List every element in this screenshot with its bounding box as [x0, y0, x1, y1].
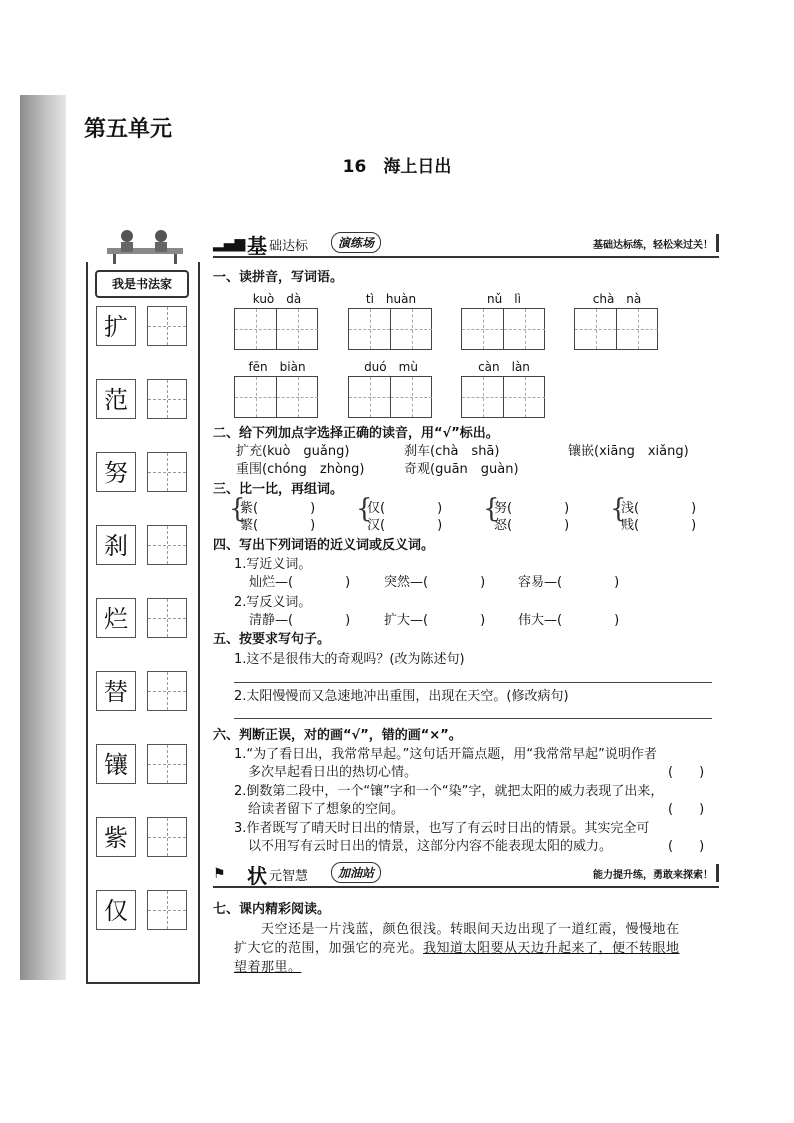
underlined-sentence: 我知道太阳要从天边升起来了，便不转眼地: [423, 941, 680, 956]
brace: {: [356, 494, 373, 524]
answer-line[interactable]: [234, 718, 712, 719]
pronunciation-item[interactable]: 刹车(chà shā): [404, 444, 500, 459]
practice-grid[interactable]: [147, 890, 187, 930]
q7-title: 七、课内精彩阅读。: [213, 902, 331, 917]
answer-grid[interactable]: [461, 308, 545, 350]
calligraphy-char: 替: [96, 671, 136, 711]
lesson-title: 16 海上日出: [342, 157, 452, 177]
reading-line: [234, 937, 680, 956]
practice-grid[interactable]: [147, 817, 187, 857]
compare-char[interactable]: 怒( ): [494, 518, 570, 533]
q4-sub1: 1.写近义词。: [234, 557, 312, 572]
calligraphy-char: 镶: [96, 744, 136, 784]
q2-title: 二、给下列加点字选择正确的读音，用“√”标出。: [213, 426, 499, 441]
practice-grid[interactable]: [147, 525, 187, 565]
practice-grid[interactable]: [147, 452, 187, 492]
practice-grid[interactable]: [147, 744, 187, 784]
flag-icon: ⚑: [213, 866, 226, 882]
compare-char[interactable]: 浅( ): [621, 501, 697, 516]
antonym-item[interactable]: 清静—( ): [249, 613, 351, 628]
practice-grid[interactable]: [147, 379, 187, 419]
practice-grid[interactable]: [147, 598, 187, 638]
reading-line: 天空还是一片浅蓝，颜色很浅。转眼间天边出现了一道红霞，慢慢地在: [234, 922, 680, 937]
pinyin: kuò dà: [252, 292, 302, 306]
answer-grid[interactable]: [348, 308, 432, 350]
brace: {: [229, 494, 246, 524]
q4-sub2: 2.写反义词。: [234, 595, 312, 610]
pinyin: fēn biàn: [248, 360, 306, 374]
answer-grid[interactable]: [348, 376, 432, 418]
judge-item: 2.倒数第二段中，一个“镶”字和一个“染”字，就把太阳的威力表现了出来，: [234, 784, 664, 799]
compare-char[interactable]: 努( ): [494, 501, 570, 516]
calligraphy-char: 刹: [96, 525, 136, 565]
section-header-big: 状: [247, 864, 267, 888]
answer-line[interactable]: [234, 682, 712, 683]
pinyin: càn làn: [478, 360, 530, 374]
judge-item: 给读者留下了想象的空间。: [248, 802, 405, 817]
pronunciation-item[interactable]: 扩充(kuò guǎng): [236, 444, 350, 459]
calligraphy-char: 仅: [96, 890, 136, 930]
sentence-task: 1.这不是很伟大的奇观吗？(改为陈述句): [234, 652, 465, 667]
compare-char[interactable]: 紫( ): [240, 501, 316, 516]
underlined-sentence: 望着那里。: [234, 960, 302, 975]
synonym-item[interactable]: 突然—( ): [384, 575, 486, 590]
section-header-small: 础达标: [269, 239, 309, 254]
calligraphy-char: 努: [96, 452, 136, 492]
compare-char[interactable]: 贱( ): [621, 518, 697, 533]
judge-item: 1.“为了看日出，我常常早起。”这句话开篇点题，用“我常常早起”说明作者: [234, 747, 657, 762]
brace: {: [483, 494, 500, 524]
pinyin: duó mù: [364, 360, 418, 374]
calligraphy-char: 紫: [96, 817, 136, 857]
calligraphy-char: 烂: [96, 598, 136, 638]
q4-title: 四、写出下列词语的近义词或反义词。: [213, 538, 435, 553]
judge-item: 3.作者既写了晴天时日出的情景，也写了有云时日出的情景。其实完全可: [234, 821, 650, 836]
pronunciation-item[interactable]: 奇观(guān guàn): [404, 462, 519, 477]
pinyin: chà nà: [592, 292, 642, 306]
page-edge-strip: [20, 95, 66, 980]
antonym-item[interactable]: 伟大—( ): [518, 613, 620, 628]
bar-chart-icon: ▂▄▆: [213, 236, 246, 252]
section-header-badge: 加油站: [331, 862, 381, 883]
compare-char[interactable]: 汉( ): [367, 518, 443, 533]
pinyin: tì huàn: [365, 292, 417, 306]
judge-item: 多次早起看日出的热切心情。: [248, 765, 418, 780]
answer-paren[interactable]: ( ): [668, 802, 705, 817]
synonym-item[interactable]: 灿烂—( ): [249, 575, 351, 590]
calligraphy-char: 扩: [96, 306, 136, 346]
antonym-item[interactable]: 扩大—( ): [384, 613, 486, 628]
q1-title: 一、读拼音，写词语。: [213, 270, 344, 285]
q6-title: 六、判断正误，对的画“√”，错的画“×”。: [213, 728, 462, 743]
students-illustration: [105, 228, 185, 264]
judge-item: 以不用写有云时日出的情景，这部分内容不能表现太阳的威力。: [248, 839, 613, 854]
practice-grid[interactable]: [147, 671, 187, 711]
bar-endmark: [716, 864, 719, 882]
answer-paren[interactable]: ( ): [668, 765, 705, 780]
section-header-small: 元智慧: [269, 869, 309, 884]
practice-grid[interactable]: [147, 306, 187, 346]
answer-paren[interactable]: ( ): [668, 839, 705, 854]
reading-text: 扩大它的范围，加强它的亮光。: [234, 941, 424, 956]
calligraphy-char: 范: [96, 379, 136, 419]
section-header-slogan: 基础达标练，轻松来过关！: [593, 240, 713, 251]
synonym-item[interactable]: 容易—( ): [518, 575, 620, 590]
answer-grid[interactable]: [234, 308, 318, 350]
unit-title: 第五单元: [84, 117, 173, 142]
sentence-task: 2.太阳慢慢而又急速地冲出重围，出现在天空。(修改病句): [234, 689, 569, 704]
section-header-big: 基: [247, 234, 267, 258]
answer-grid[interactable]: [461, 376, 545, 418]
pronunciation-item[interactable]: 镶嵌(xiāng xiǎng): [568, 444, 689, 459]
compare-char[interactable]: 仅( ): [367, 501, 443, 516]
calligraphy-label: 我是书法家: [95, 270, 189, 298]
bar-endmark: [716, 234, 719, 252]
pinyin: nǔ lì: [487, 292, 521, 306]
section-header-slogan: 能力提升练，勇敢来探索！: [593, 870, 713, 881]
brace: {: [610, 494, 627, 524]
answer-grid[interactable]: [574, 308, 658, 350]
section-header-badge: 演练场: [331, 232, 381, 253]
answer-grid[interactable]: [234, 376, 318, 418]
pronunciation-item[interactable]: 重围(chóng zhòng): [236, 462, 365, 477]
q5-title: 五、按要求写句子。: [213, 632, 331, 647]
section-header-advanced: [213, 862, 719, 888]
section-header-basic: [213, 232, 719, 258]
compare-char[interactable]: 繁( ): [240, 518, 316, 533]
q3-title: 三、比一比，再组词。: [213, 482, 344, 497]
